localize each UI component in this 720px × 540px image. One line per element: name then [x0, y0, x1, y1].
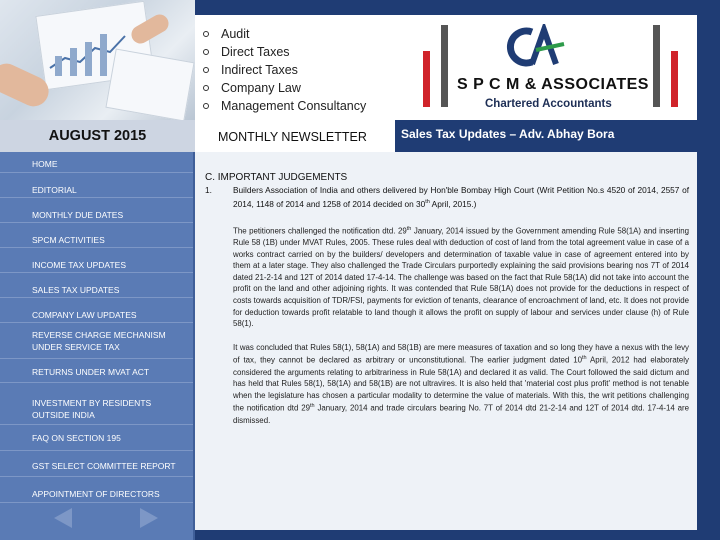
firm-subtitle: Chartered Accountants — [485, 98, 612, 110]
item-number: 1. — [205, 185, 212, 195]
services-list — [195, 15, 395, 120]
nav-item-spcm-activities[interactable]: SPCM ACTIVITIES — [0, 223, 193, 248]
judgement-paragraph-2: It was concluded that Rules 58(1), 58(1A) and 58(1B) are mere measures of taxation and so long they have a nexus with the levy of tax, they cannot be declared as arbitrary or unconstitutional. The earlier judgment dated 10th April, 2012 had elaborately considered the arguments relating to arbitrariness in Rule 58(1A) and declared it as valid. The Court followed the said dictum and has held that Rules 58(1), 58(1A) and 58(1B) are not ultravires. It is also held that 'material cost plus profit' method is not tenable when the legislature has chosen a particular modality to determine the value of materials. With this, the writ petitions challenging the notification dtd 29th January, 2014 and trade circulars bearing No. 7T of 2014 dtd 21-2-14 and 12T of 2014 dtd. 17-4-14 are dismissed. — [233, 342, 689, 425]
bullet-icon — [203, 31, 209, 37]
service-item: Audit — [203, 25, 395, 43]
bottom-border — [195, 530, 697, 540]
sidebar-nav — [0, 152, 195, 540]
nav-item-home[interactable]: HOME — [0, 152, 193, 173]
nav-item-appointment-of-directors[interactable]: APPOINTMENT OF DIRECTORS — [0, 477, 193, 503]
previous-page-arrow-icon[interactable] — [52, 506, 74, 530]
nav-item-faq-section-195[interactable]: FAQ ON SECTION 195 — [0, 425, 193, 451]
service-item: Company Law — [203, 79, 395, 97]
logo-red-bar — [671, 51, 678, 107]
bullet-icon — [203, 103, 209, 109]
firm-logo-block — [395, 15, 697, 120]
firm-name: S P C M & ASSOCIATES — [457, 76, 649, 93]
right-border — [697, 0, 720, 540]
nav-item-reverse-charge-mechanism[interactable]: REVERSE CHARGE MECHANISM UNDER SERVICE TAX — [0, 323, 193, 359]
nav-item-company-law-updates[interactable]: COMPANY LAW UPDATES — [0, 298, 193, 323]
judgement-paragraph-1: The petitioners challenged the notification dtd. 29th January, 2014 issued by the Government amending Rule 58(1A) and inserting Rule 58 (1B) under MVAT Rules, 2005. These rules deal with deduction of cost of land from the total agreement value in case of a works contract carried on by the builders/ developers and determination of taxable value in case of agreement entered into by them at a later stage. They also challenged the Trade Circulars purportedly explaining the said provisions bearing nos 7T of 2014 dated 21-2-14 and 12T of 2014 dated 17-4-14. The challenge was based on the fact that Rule 58(1A) did not take into account the profit on the land and other adjoining rights. It was contended that Rule 58(1A) does not provide for the deductions in respect of costs towards acquisition of TDR/FSI, payments for eviction of tenants, clearance of encroachment of land, etc. It does not provide for deduction towards profit relatable to land though it allows the profit on supply of labour and services under clause (h) of Rule 58(1). — [233, 225, 689, 329]
nav-item-monthly-due-dates[interactable]: MONTHLY DUE DATES — [0, 198, 193, 223]
nav-item-investment-by-residents[interactable]: INVESTMENT BY RESIDENTS OUTSIDE INDIA — [0, 383, 193, 425]
nav-item-gst-select-committee[interactable]: GST SELECT COMMITTEE REPORT — [0, 451, 193, 477]
bullet-icon — [203, 49, 209, 55]
header-photo — [0, 0, 195, 120]
service-item: Direct Taxes — [203, 43, 395, 61]
issue-month: AUGUST 2015 — [0, 120, 195, 152]
nav-item-returns-under-mvat[interactable]: RETURNS UNDER MVAT ACT — [0, 359, 193, 383]
section-title: C. IMPORTANT JUDGEMENTS — [205, 172, 348, 183]
logo-red-bar — [423, 51, 430, 107]
bullet-icon — [203, 67, 209, 73]
nav-item-income-tax-updates[interactable]: INCOME TAX UPDATES — [0, 248, 193, 273]
next-page-arrow-icon[interactable] — [138, 506, 160, 530]
nav-item-editorial[interactable]: EDITORIAL — [0, 173, 193, 198]
ca-logo-icon — [502, 24, 566, 70]
service-item: Management Consultancy — [203, 97, 395, 115]
bullet-icon — [203, 85, 209, 91]
logo-grey-bar — [441, 25, 448, 107]
article-content — [195, 152, 697, 530]
logo-grey-bar — [653, 25, 660, 107]
nav-item-sales-tax-updates[interactable]: SALES TAX UPDATES — [0, 273, 193, 298]
judgement-item — [205, 185, 689, 210]
item-title: Builders Association of India and others delivered by Hon'ble Bombay High Court (Writ Petition No.s 4520 of 2014, 2557 of 2014, 1148 of 2014 and 1258 of 2014 decided on 30th April, 2015.) — [233, 185, 689, 209]
article-heading: Sales Tax Updates – Adv. Abhay Bora — [395, 120, 697, 152]
service-item: Indirect Taxes — [203, 61, 395, 79]
line-chart-graphic — [20, 18, 140, 78]
newsletter-label: MONTHLY NEWSLETTER — [195, 120, 395, 152]
